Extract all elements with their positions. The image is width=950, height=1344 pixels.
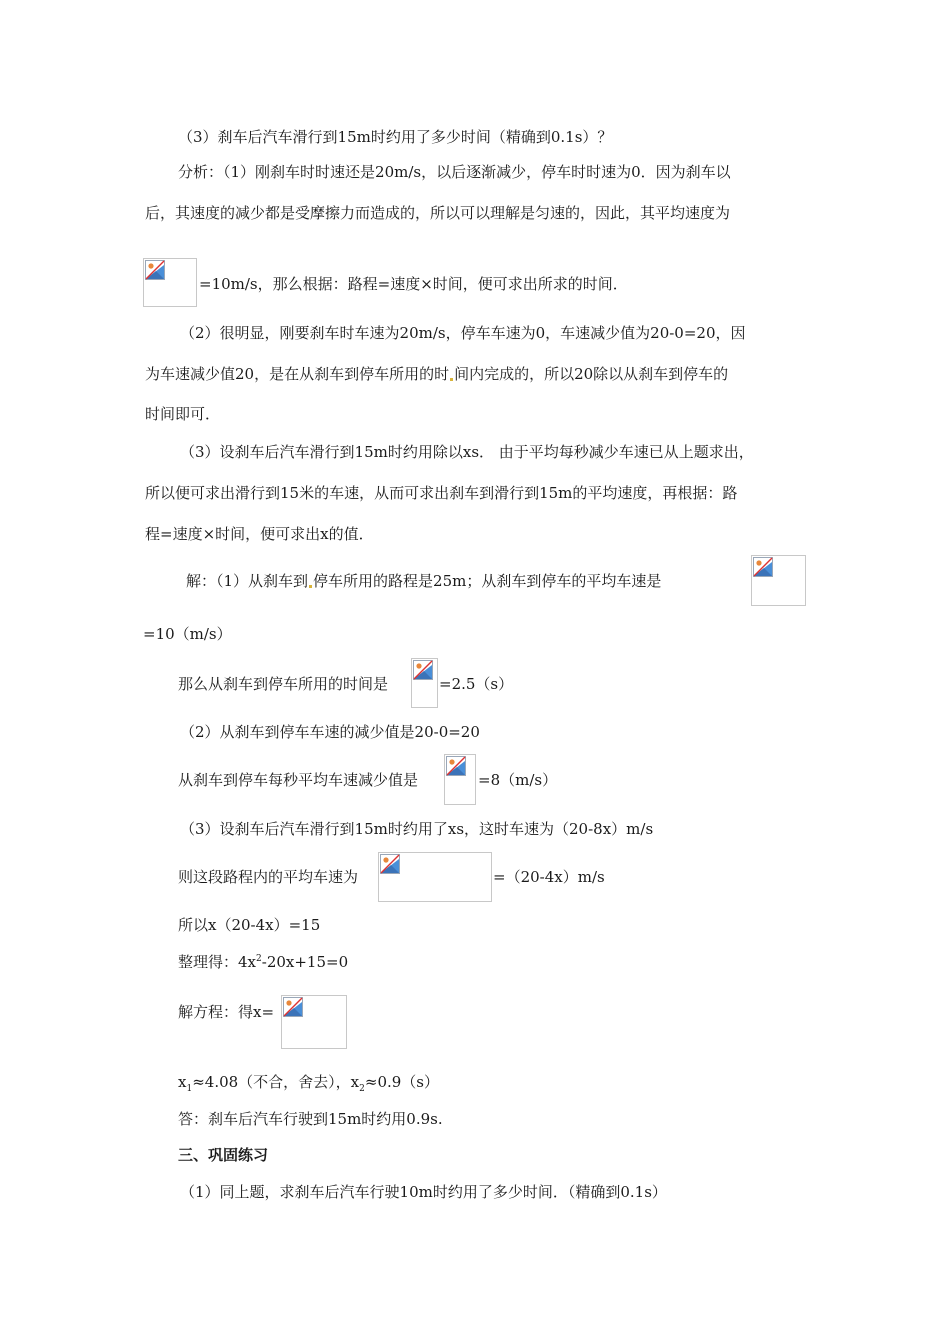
question-3: （3）刹车后汽车滑行到15m时约用了多少时间（精确到0.1s）？	[178, 128, 613, 146]
analysis-2-line-3: 时间即可．	[145, 405, 221, 423]
solution-line-5b: =8（m/s）	[478, 771, 558, 789]
solution-line-5: 从刹车到停车每秒平均车速减少值是	[178, 771, 419, 789]
formula-image	[143, 258, 197, 307]
solution-line-8: 所以x（20-4x）=15	[178, 916, 321, 934]
formula-image	[411, 658, 438, 708]
answer-line: 答：刹车后汽车行驶到15m时约用0.9s.	[178, 1110, 443, 1128]
formula-image	[444, 754, 476, 805]
analysis-line-2: 后，其速度的减少都是受摩擦力而造成的，所以可以理解是匀速的，因此，其平均速度为	[145, 204, 731, 222]
solution-line-4: （2）从刹车到停车车速的减少值是20-0=20	[180, 723, 480, 741]
formula-image	[378, 852, 492, 902]
formula-image	[751, 555, 806, 606]
solution-line-2: =10（m/s）	[143, 625, 232, 643]
analysis-3-line-1: （3）设刹车后汽车滑行到15m时约用除以xs． 由于平均每秒减少车速已从上题求出，	[180, 443, 754, 461]
solution-line-10: 解方程：得x=	[178, 1003, 275, 1021]
analysis-2-line-2: 为车速减少值20，是在从刹车到停车所用的时 间内完成的，所以20除以从刹车到停车的	[145, 365, 729, 383]
solution-line-7b: =（20-4x）m/s	[493, 868, 605, 886]
marker-dot	[450, 378, 453, 381]
solution-line-6: （3）设刹车后汽车滑行到15m时约用了xs，这时车速为（20-8x）m/s	[180, 820, 654, 838]
solution-line-9: 整理得：$4x^2-20x+15=0$	[178, 953, 349, 971]
analysis-3-line-2: 所以便可求出滑行到15米的车速，从而可求出刹车到滑行到15m的平均速度，再根据：路	[145, 484, 738, 502]
practice-1: （1）同上题，求刹车后汽车行驶10m时约用了多少时间．（精确到0.1s）	[180, 1183, 667, 1201]
analysis-line-1: 分析：（1）刚刹车时时速还是20m/s，以后逐渐减少，停车时时速为0．因为刹车以	[178, 163, 731, 181]
broken-image-icon	[446, 756, 466, 776]
analysis-2-line-1: （2）很明显，刚要刹车时车速为20m/s，停车车速为0，车速减少值为20-0=20，因	[180, 324, 746, 342]
analysis-line-3: =10m/s，那么根据：路程=速度×时间，便可求出所求的时间．	[199, 275, 628, 293]
broken-image-icon	[283, 997, 303, 1017]
broken-image-icon	[753, 557, 773, 577]
marker-dot	[309, 585, 312, 588]
section-heading: 三、巩固练习	[178, 1146, 269, 1164]
solution-line-1: 解：（1）从刹车到 停车所用的路程是25m；从刹车到停车的平均车速是	[186, 572, 662, 590]
solution-line-7: 则这段路程内的平均车速为	[178, 868, 359, 886]
solution-line-3b: =2.5（s）	[439, 675, 514, 693]
broken-image-icon	[413, 660, 433, 680]
formula-image	[281, 995, 347, 1049]
solution-line-3: 那么从刹车到停车所用的时间是	[178, 675, 389, 693]
broken-image-icon	[145, 260, 165, 280]
broken-image-icon	[380, 854, 400, 874]
solution-line-11: $x_1\approx 4.08$（不合，舍去），$x_2\approx 0.9(s)$	[178, 1073, 439, 1094]
analysis-3-line-3: 程=速度×时间，便可求出x的值．	[145, 525, 374, 543]
